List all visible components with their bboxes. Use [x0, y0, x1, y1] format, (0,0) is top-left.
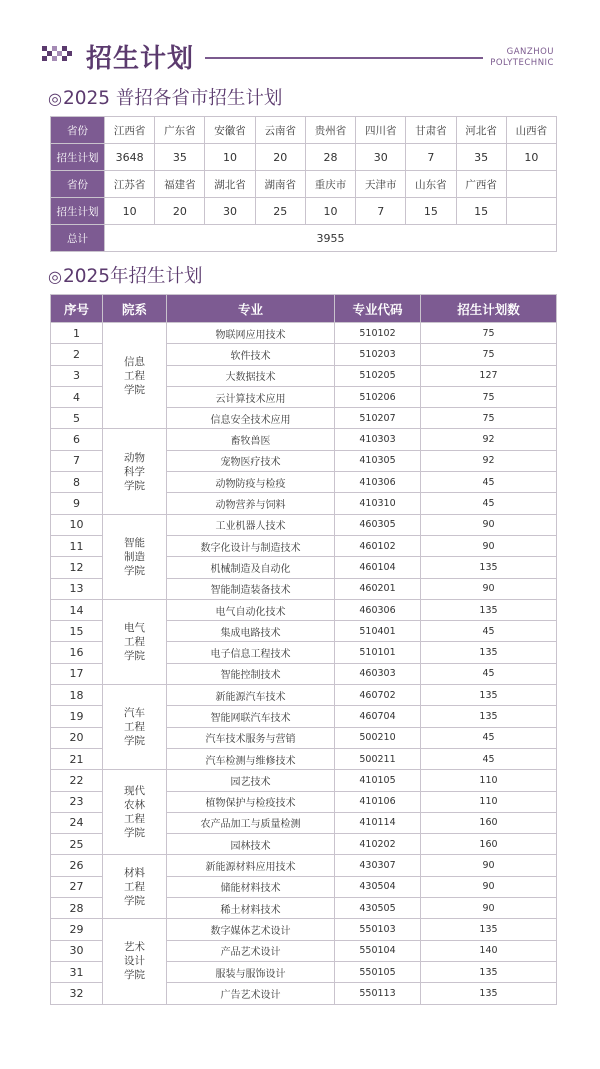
province-cell: 重庆市: [305, 171, 355, 198]
code-cell: 460704: [335, 706, 421, 727]
code-cell: 500211: [335, 748, 421, 769]
plan-count-cell: 3648: [105, 144, 155, 171]
brand-line-1: GANZHOU: [506, 47, 554, 57]
department-cell: [103, 919, 167, 1004]
page-title: 招生计划: [86, 44, 195, 74]
major-cell: 信息安全技术应用: [167, 408, 335, 429]
major-cell: 汽车技术服务与营销: [167, 727, 335, 748]
table-row: [51, 323, 557, 344]
plan-count-cell: 20: [255, 144, 305, 171]
seq-cell: 15: [51, 621, 103, 642]
major-cell: 动物营养与饲料: [167, 493, 335, 514]
seq-cell: 10: [51, 514, 103, 535]
empty-cell: [506, 171, 556, 198]
seq-cell: 27: [51, 876, 103, 897]
seq-cell: 16: [51, 642, 103, 663]
code-cell: 410114: [335, 812, 421, 833]
column-header: 专业: [167, 295, 335, 323]
count-cell: 45: [421, 748, 557, 769]
province-cell: 湖北省: [205, 171, 255, 198]
plan-count-cell: 7: [356, 198, 406, 225]
major-cell: 畜牧兽医: [167, 429, 335, 450]
seq-cell: 1: [51, 323, 103, 344]
table-row: [51, 429, 557, 450]
seq-cell: 8: [51, 472, 103, 493]
province-cell: 河北省: [456, 117, 506, 144]
major-cell: 集成电路技术: [167, 621, 335, 642]
code-cell: 430505: [335, 898, 421, 919]
section-title-province-text: 2025 普招各省市招生计划: [62, 88, 283, 109]
seq-cell: 26: [51, 855, 103, 876]
seq-cell: 11: [51, 535, 103, 556]
seq-cell: 25: [51, 834, 103, 855]
count-cell: 135: [421, 706, 557, 727]
seq-cell: 7: [51, 450, 103, 471]
count-cell: 127: [421, 365, 557, 386]
total-row: [51, 225, 557, 252]
department-cell: [103, 770, 167, 855]
code-cell: 430504: [335, 876, 421, 897]
major-cell: 软件技术: [167, 344, 335, 365]
count-cell: 90: [421, 855, 557, 876]
department-cell: [103, 599, 167, 684]
plan-count-cell: 20: [155, 198, 205, 225]
province-cell: 天津市: [356, 171, 406, 198]
province-label-cell: 省份: [51, 171, 105, 198]
major-cell: 园林技术: [167, 834, 335, 855]
department-name: 材料 工程 学院: [124, 866, 145, 907]
seq-cell: 19: [51, 706, 103, 727]
seq-cell: 13: [51, 578, 103, 599]
table-header-row: [51, 295, 557, 323]
major-cell: 电气自动化技术: [167, 599, 335, 620]
major-cell: 智能网联汽车技术: [167, 706, 335, 727]
major-cell: 产品艺术设计: [167, 940, 335, 961]
code-cell: 550113: [335, 983, 421, 1004]
seq-cell: 32: [51, 983, 103, 1004]
province-cell: 福建省: [155, 171, 205, 198]
province-cell: 广西省: [456, 171, 506, 198]
seq-cell: 29: [51, 919, 103, 940]
province-cell: 广东省: [155, 117, 205, 144]
major-cell: 数字媒体艺术设计: [167, 919, 335, 940]
major-cell: 数字化设计与制造技术: [167, 535, 335, 556]
plan-count-cell: 30: [205, 198, 255, 225]
plan-label-cell: 招生计划: [51, 198, 105, 225]
table-row: [51, 685, 557, 706]
count-cell: 90: [421, 514, 557, 535]
department-cell: [103, 323, 167, 429]
code-cell: 510207: [335, 408, 421, 429]
major-cell: 稀土材料技术: [167, 898, 335, 919]
code-cell: 510206: [335, 386, 421, 407]
department-cell: [103, 685, 167, 770]
province-cell: 湖南省: [255, 171, 305, 198]
major-cell: 农产品加工与质量检测: [167, 812, 335, 833]
code-cell: 460305: [335, 514, 421, 535]
column-header: 序号: [51, 295, 103, 323]
column-header: 院系: [103, 295, 167, 323]
count-cell: 90: [421, 898, 557, 919]
code-cell: 500210: [335, 727, 421, 748]
count-cell: 140: [421, 940, 557, 961]
plan-count-cell: 35: [456, 144, 506, 171]
plan-count-cell: 35: [155, 144, 205, 171]
count-cell: 75: [421, 344, 557, 365]
table-row: [51, 855, 557, 876]
plan-count-cell: 10: [105, 198, 155, 225]
seq-cell: 5: [51, 408, 103, 429]
column-header: 专业代码: [335, 295, 421, 323]
count-cell: 75: [421, 386, 557, 407]
count-cell: 92: [421, 450, 557, 471]
code-cell: 460303: [335, 663, 421, 684]
code-cell: 410303: [335, 429, 421, 450]
department-name: 智能 制造 学院: [124, 536, 145, 577]
code-cell: 430307: [335, 855, 421, 876]
code-cell: 460102: [335, 535, 421, 556]
major-cell: 宠物医疗技术: [167, 450, 335, 471]
count-cell: 160: [421, 812, 557, 833]
major-cell: 物联网应用技术: [167, 323, 335, 344]
plan-row-2: [51, 198, 557, 225]
count-cell: 135: [421, 685, 557, 706]
count-cell: 92: [421, 429, 557, 450]
major-cell: 机械制造及自动化: [167, 557, 335, 578]
department-name: 汽车 工程 学院: [124, 707, 145, 748]
count-cell: 75: [421, 323, 557, 344]
page-header: [0, 0, 600, 80]
code-cell: 550103: [335, 919, 421, 940]
count-cell: 90: [421, 578, 557, 599]
seq-cell: 9: [51, 493, 103, 514]
code-cell: 410305: [335, 450, 421, 471]
department-cell: [103, 429, 167, 514]
count-cell: 90: [421, 876, 557, 897]
province-cell: 安徽省: [205, 117, 255, 144]
province-cell: 山西省: [506, 117, 556, 144]
province-row-1: [51, 117, 557, 144]
department-name: 电气 工程 学院: [124, 621, 145, 662]
count-cell: 110: [421, 770, 557, 791]
major-cell: 云计算技术应用: [167, 386, 335, 407]
province-cell: 江苏省: [105, 171, 155, 198]
count-cell: 90: [421, 535, 557, 556]
seq-cell: 20: [51, 727, 103, 748]
code-cell: 550105: [335, 961, 421, 982]
seq-cell: 24: [51, 812, 103, 833]
count-cell: 135: [421, 599, 557, 620]
code-cell: 550104: [335, 940, 421, 961]
count-cell: 135: [421, 557, 557, 578]
major-cell: 植物保护与检疫技术: [167, 791, 335, 812]
major-plan-table: [50, 294, 557, 1005]
province-cell: 江西省: [105, 117, 155, 144]
count-cell: 110: [421, 791, 557, 812]
code-cell: 510203: [335, 344, 421, 365]
table-row: [51, 599, 557, 620]
seq-cell: 2: [51, 344, 103, 365]
brand-name: [490, 47, 554, 69]
header-divider: [205, 57, 483, 59]
province-plan-table: [50, 116, 557, 252]
plan-count-cell: 25: [255, 198, 305, 225]
major-cell: 动物防疫与检疫: [167, 472, 335, 493]
seq-cell: 6: [51, 429, 103, 450]
plan-count-cell: 15: [406, 198, 456, 225]
code-cell: 510401: [335, 621, 421, 642]
table-row: [51, 514, 557, 535]
code-cell: 410106: [335, 791, 421, 812]
count-cell: 160: [421, 834, 557, 855]
major-cell: 服装与服饰设计: [167, 961, 335, 982]
code-cell: 460306: [335, 599, 421, 620]
plan-count-cell: 7: [406, 144, 456, 171]
empty-cell: [506, 198, 556, 225]
count-cell: 135: [421, 983, 557, 1004]
seq-cell: 18: [51, 685, 103, 706]
section-title-province: [48, 84, 282, 110]
major-cell: 园艺技术: [167, 770, 335, 791]
plan-count-cell: 10: [305, 198, 355, 225]
province-cell: 云南省: [255, 117, 305, 144]
code-cell: 410306: [335, 472, 421, 493]
column-header: 招生计划数: [421, 295, 557, 323]
seq-cell: 17: [51, 663, 103, 684]
major-cell: 储能材料技术: [167, 876, 335, 897]
total-value-cell: 3955: [105, 225, 557, 252]
total-label-cell: 总计: [51, 225, 105, 252]
major-cell: 智能控制技术: [167, 663, 335, 684]
seq-cell: 14: [51, 599, 103, 620]
major-plan-body: [51, 323, 557, 1005]
major-cell: 工业机器人技术: [167, 514, 335, 535]
province-label-cell: 省份: [51, 117, 105, 144]
major-cell: 电子信息工程技术: [167, 642, 335, 663]
seq-cell: 28: [51, 898, 103, 919]
code-cell: 460104: [335, 557, 421, 578]
code-cell: 460201: [335, 578, 421, 599]
count-cell: 135: [421, 961, 557, 982]
major-cell: 汽车检测与维修技术: [167, 748, 335, 769]
province-row-2: [51, 171, 557, 198]
department-cell: [103, 514, 167, 599]
province-cell: 山东省: [406, 171, 456, 198]
department-name: 信息 工程 学院: [124, 355, 145, 396]
table-row: [51, 919, 557, 940]
count-cell: 45: [421, 472, 557, 493]
department-name: 现代 农林 工程 学院: [124, 785, 145, 840]
plan-label-cell: 招生计划: [51, 144, 105, 171]
seq-cell: 12: [51, 557, 103, 578]
circle-bullet-icon: ◎: [48, 89, 62, 108]
logo-icon: [42, 44, 76, 66]
department-cell: [103, 855, 167, 919]
major-cell: 广告艺术设计: [167, 983, 335, 1004]
plan-count-cell: 15: [456, 198, 506, 225]
major-cell: 新能源汽车技术: [167, 685, 335, 706]
count-cell: 45: [421, 663, 557, 684]
province-cell: 甘肃省: [406, 117, 456, 144]
seq-cell: 21: [51, 748, 103, 769]
major-cell: 智能制造装备技术: [167, 578, 335, 599]
seq-cell: 3: [51, 365, 103, 386]
brand-line-2: POLYTECHNIC: [490, 58, 554, 68]
plan-row-1: [51, 144, 557, 171]
count-cell: 45: [421, 727, 557, 748]
department-name: 动物 科学 学院: [124, 451, 145, 492]
plan-count-cell: 10: [205, 144, 255, 171]
seq-cell: 23: [51, 791, 103, 812]
code-cell: 510102: [335, 323, 421, 344]
code-cell: 410105: [335, 770, 421, 791]
section-title-major: [48, 262, 203, 288]
code-cell: 460702: [335, 685, 421, 706]
major-cell: 大数据技术: [167, 365, 335, 386]
code-cell: 410310: [335, 493, 421, 514]
plan-count-cell: 28: [305, 144, 355, 171]
circle-bullet-icon: ◎: [48, 267, 62, 286]
province-cell: 贵州省: [305, 117, 355, 144]
code-cell: 510101: [335, 642, 421, 663]
section-title-major-text: 2025年招生计划: [62, 266, 203, 287]
seq-cell: 31: [51, 961, 103, 982]
count-cell: 135: [421, 642, 557, 663]
count-cell: 45: [421, 621, 557, 642]
department-name: 艺术 设计 学院: [124, 941, 145, 982]
count-cell: 75: [421, 408, 557, 429]
seq-cell: 30: [51, 940, 103, 961]
plan-count-cell: 30: [356, 144, 406, 171]
province-cell: 四川省: [356, 117, 406, 144]
table-row: [51, 770, 557, 791]
seq-cell: 22: [51, 770, 103, 791]
count-cell: 45: [421, 493, 557, 514]
count-cell: 135: [421, 919, 557, 940]
plan-count-cell: 10: [506, 144, 556, 171]
major-cell: 新能源材料应用技术: [167, 855, 335, 876]
code-cell: 510205: [335, 365, 421, 386]
code-cell: 410202: [335, 834, 421, 855]
seq-cell: 4: [51, 386, 103, 407]
